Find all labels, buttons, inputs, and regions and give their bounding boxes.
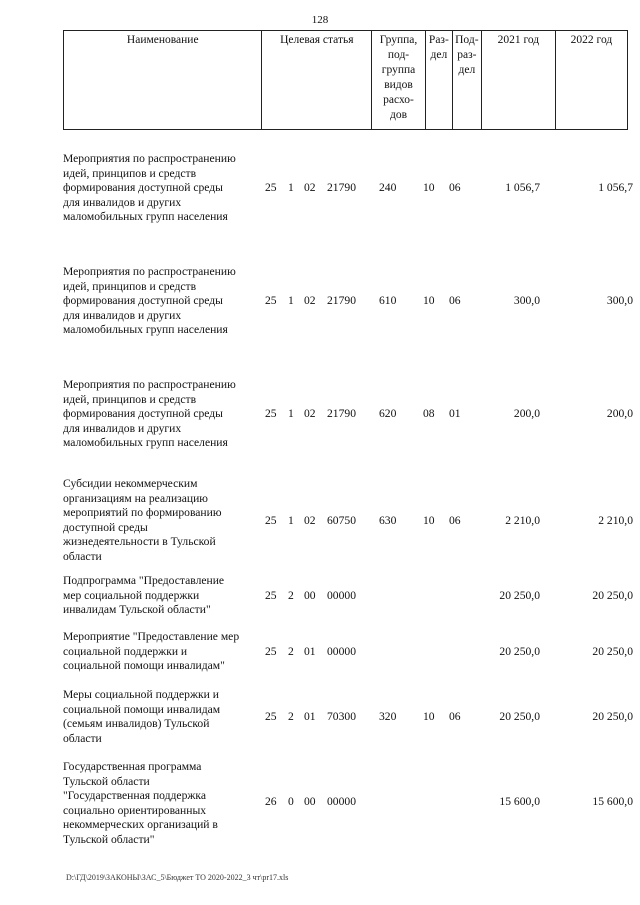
amount-2021: 1 056,7 — [505, 181, 540, 194]
subsection: 06 — [449, 294, 461, 307]
amount-2022: 200,0 — [606, 407, 633, 420]
target-article-direction: 21790 — [327, 407, 356, 420]
target-article-activity: 02 — [304, 514, 316, 527]
target-article-activity: 01 — [304, 710, 316, 723]
target-article-activity: 02 — [304, 294, 316, 307]
row-name: Подпрограмма "Предоставление мер социальной поддержки инвалидам Тульской области" — [63, 574, 225, 616]
file-path-footer: D:\ГД\2019\ЗАКОНЫ\ЗАС_5\Бюджет ТО 2020-2022_3 чт\pr17.xls — [66, 873, 289, 882]
row-name: Мероприятия по распространению идей, принципов и средств формирования доступной среды для инвалидов и других маломобильных групп населения — [63, 265, 236, 336]
target-article-subprogram: 1 — [288, 514, 294, 527]
section: 10 — [423, 294, 435, 307]
expense-group: 630 — [379, 514, 397, 527]
target-article-direction: 00000 — [327, 795, 356, 808]
amount-2022: 2 210,0 — [598, 514, 633, 527]
row-name: Мероприятия по распространению идей, принципов и средств формирования доступной среды для инвалидов и других маломобильных групп населения — [63, 378, 236, 449]
row-name: Субсидии некоммерческим организациям на реализацию мероприятий по формированию доступной среды жизнедеятельности в Тульской области — [63, 477, 222, 563]
target-article-program: 25 — [265, 645, 277, 658]
row-name: Мероприятия по распространению идей, принципов и средств формирования доступной среды для инвалидов и других маломобильных групп населения — [63, 152, 236, 223]
row-name: Государственная программа Тульской области "Государственная поддержка социально ориентированных некоммерческих организаций в Тульской области" — [63, 760, 218, 846]
target-article-direction: 00000 — [327, 589, 356, 602]
amount-2022: 1 056,7 — [598, 181, 633, 194]
target-article-activity: 00 — [304, 589, 316, 602]
subsection: 06 — [449, 181, 461, 194]
target-article-subprogram: 1 — [288, 181, 294, 194]
expense-group: 610 — [379, 294, 397, 307]
header-group: Группа, под- группа видов расхо- дов — [372, 31, 426, 130]
target-article-activity: 00 — [304, 795, 316, 808]
target-article-program: 25 — [265, 294, 277, 307]
amount-2021: 300,0 — [513, 294, 540, 307]
target-article-direction: 70300 — [327, 710, 356, 723]
section: 10 — [423, 710, 435, 723]
section: 10 — [423, 514, 435, 527]
target-article-program: 25 — [265, 589, 277, 602]
target-article-activity: 02 — [304, 181, 316, 194]
amount-2022: 20 250,0 — [592, 710, 633, 723]
section: 08 — [423, 407, 435, 420]
target-article-subprogram: 1 — [288, 294, 294, 307]
amount-2021: 20 250,0 — [499, 589, 540, 602]
target-article-direction: 60750 — [327, 514, 356, 527]
target-article-subprogram: 0 — [288, 795, 294, 808]
page-number: 128 — [311, 14, 329, 26]
target-article-subprogram: 2 — [288, 645, 294, 658]
table-header — [63, 30, 628, 130]
target-article-subprogram: 2 — [288, 589, 294, 602]
section: 10 — [423, 181, 435, 194]
target-article-activity: 02 — [304, 407, 316, 420]
header-year-2022: 2022 год — [555, 31, 627, 130]
target-article-program: 26 — [265, 795, 277, 808]
subsection: 06 — [449, 710, 461, 723]
amount-2022: 300,0 — [606, 294, 633, 307]
amount-2021: 15 600,0 — [499, 795, 540, 808]
amount-2022: 20 250,0 — [592, 645, 633, 658]
amount-2022: 15 600,0 — [592, 795, 633, 808]
target-article-program: 25 — [265, 181, 277, 194]
target-article-program: 25 — [265, 710, 277, 723]
subsection: 01 — [449, 407, 461, 420]
target-article-subprogram: 1 — [288, 407, 294, 420]
amount-2021: 200,0 — [513, 407, 540, 420]
expense-group: 240 — [379, 181, 397, 194]
amount-2021: 20 250,0 — [499, 645, 540, 658]
target-article-direction: 21790 — [327, 294, 356, 307]
target-article-direction: 21790 — [327, 181, 356, 194]
amount-2021: 20 250,0 — [499, 710, 540, 723]
header-subsection: Под- раз- дел — [452, 31, 481, 130]
header-name: Наименование — [64, 31, 262, 130]
target-article-program: 25 — [265, 514, 277, 527]
amount-2022: 20 250,0 — [592, 589, 633, 602]
target-article-subprogram: 2 — [288, 710, 294, 723]
expense-group: 320 — [379, 710, 397, 723]
row-name: Мероприятие "Предоставление мер социальной поддержки и социальной помощи инвалидам" — [63, 630, 240, 672]
row-name: Меры социальной поддержки и социальной помощи инвалидам (семьям инвалидов) Тульской области — [63, 688, 221, 745]
expense-group: 620 — [379, 407, 397, 420]
header-target-article: Целевая статья — [262, 31, 372, 130]
target-article-activity: 01 — [304, 645, 316, 658]
subsection: 06 — [449, 514, 461, 527]
header-year-2021: 2021 год — [481, 31, 555, 130]
header-section: Раз- дел — [425, 31, 452, 130]
amount-2021: 2 210,0 — [505, 514, 540, 527]
target-article-program: 25 — [265, 407, 277, 420]
target-article-direction: 00000 — [327, 645, 356, 658]
